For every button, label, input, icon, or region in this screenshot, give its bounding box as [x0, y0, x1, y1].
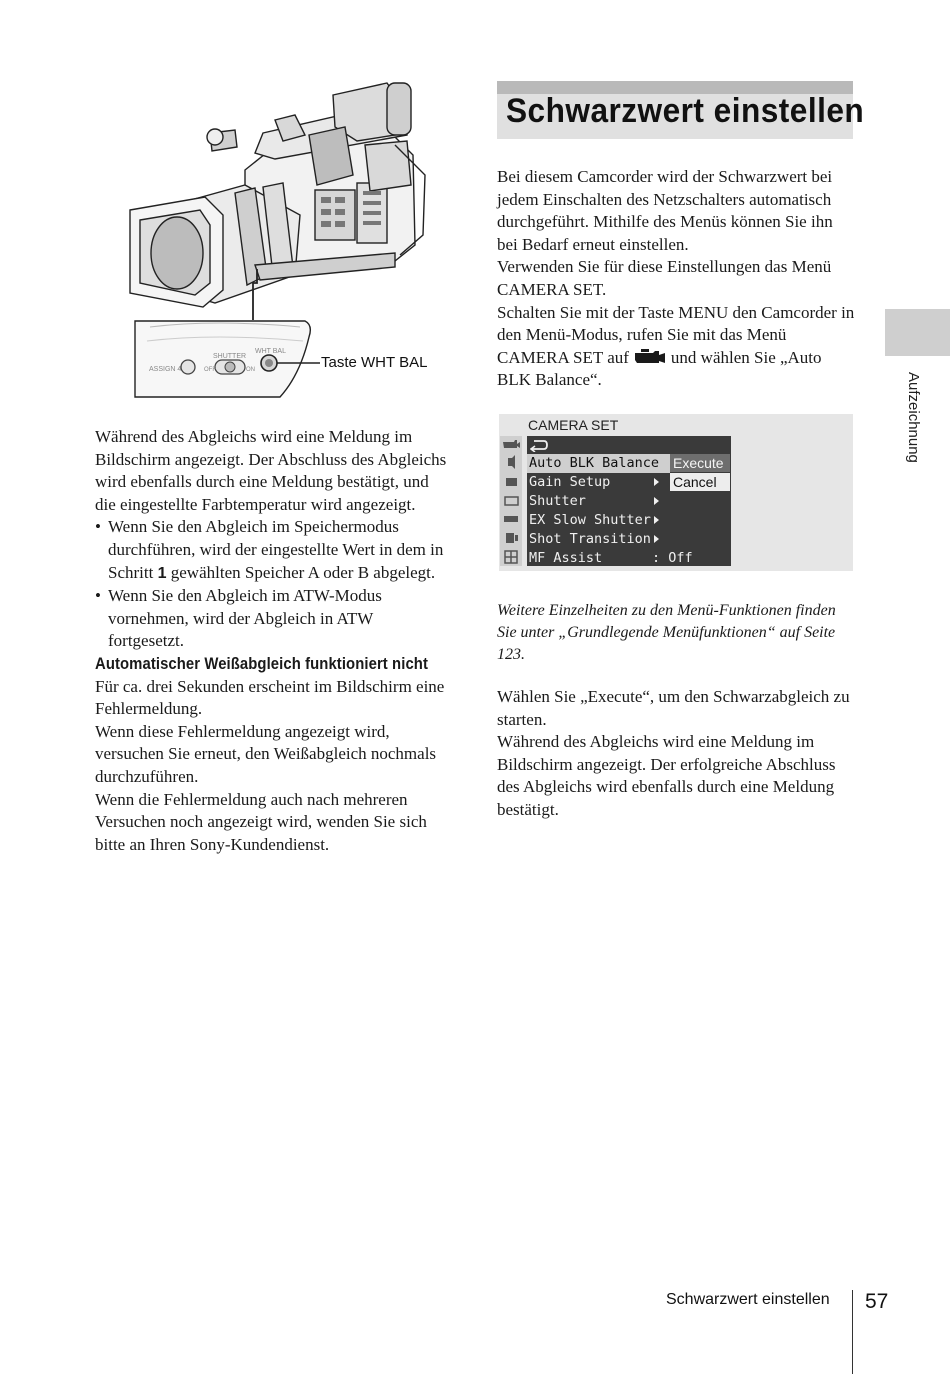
bullet1-text-a: Wenn Sie den Abgleich im Speichermodus durchführen, wird der eingestellte Wert in dem in Schritt [108, 517, 444, 582]
menu-item-auto-blk-balance[interactable]: Auto BLK Balance [527, 454, 670, 473]
chapter-label: Aufzeichnung [905, 372, 922, 463]
menu-category-icons [500, 436, 522, 566]
right-para-4: Wählen Sie „Execute“, um den Schwarzabgleich zu starten. [497, 687, 850, 729]
camera-set-icon [633, 348, 667, 366]
callout-wht-bal: Taste WHT BAL [321, 354, 428, 371]
tc-icon [504, 516, 518, 522]
footer-divider [852, 1290, 853, 1374]
panel-label-assign: ASSIGN 4 [149, 366, 182, 373]
right-para-5: Während des Abgleichs wird eine Meldung im Bildschirm angezeigt. Der erfolgreiche Abschluss des Abgleichs wird ebenfalls durch eine Meldung bestätigt. [497, 732, 836, 819]
page-number: 57 [865, 1290, 889, 1313]
option-execute[interactable]: Execute [670, 454, 730, 472]
bullet1-text-b: gewählten Speicher A oder B abgelegt. [166, 562, 436, 582]
submenu-arrow-icon [654, 497, 659, 505]
camcorder-illustration [95, 75, 455, 415]
submenu-arrow-icon [654, 478, 659, 486]
menu-value-mf-assist: : Off [652, 550, 693, 566]
bullet-speichermodus [95, 516, 453, 585]
menu-item-ex-slow-shutter[interactable]: EX Slow Shutter [529, 512, 651, 528]
menu-item-gain-setup[interactable]: Gain Setup [529, 474, 611, 490]
right-para-3a: Schalten Sie mit der Taste MENU den Camcorder in den Menü-Modus, rufen Sie mit das Menü CAMERA SET auf [497, 302, 855, 367]
right-para-3 [497, 302, 855, 392]
left-intro: Während des Abgleichs wird eine Meldung im Bildschirm angezeigt. Der Abschluss des Abgleichs wird ebenfalls durch eine Meldung bestätigt, und die eingestellte Farbtemperatur wird angezeigt. [95, 427, 447, 514]
subheading-weissabgleich: Automatischer Weißabgleich funktioniert nicht [95, 654, 428, 673]
section-title: Schwarzwert einstellen [506, 92, 865, 130]
left-para-1: Für ca. drei Sekunden erscheint im Bildschirm eine Fehlermeldung. [95, 676, 445, 719]
right-column [497, 166, 855, 392]
panel-label-wht-bal: WHT BAL [255, 348, 286, 355]
right-column-lower [497, 686, 855, 822]
reference-note: Weitere Einzelheiten zu den Menü-Funktionen finden Sie unter „Grundlegende Menüfunktionen“ auf Seite 123. [497, 602, 836, 663]
panel-label-off: OFF [204, 367, 216, 373]
left-para-3: Wenn die Fehlermeldung auch nach mehreren Versuchen noch angezeigt wird, wenden Sie sich bitte an Ihren Sony-Kundendienst. [95, 789, 427, 854]
video-icon [506, 478, 517, 486]
right-para-2: Verwenden Sie für diese Einstellungen das Menü CAMERA SET. [497, 257, 832, 299]
right-para-3b: und wählen Sie „Auto BLK Balance“. [497, 347, 822, 390]
menu-title: CAMERA SET [528, 417, 619, 433]
left-column [95, 426, 453, 856]
option-cancel[interactable]: Cancel [670, 473, 730, 491]
footer-section-title: Schwarzwert einstellen [666, 1291, 830, 1308]
chapter-tab [885, 309, 950, 356]
menu-item-mf-assist[interactable]: MF Assist [529, 550, 603, 566]
right-para-1: Bei diesem Camcorder wird der Schwarzwert bei jedem Einschalten des Netzschalters automatisch durchgeführt. Mithilfe des Menüs können Sie ihn bei Bedarf erneut einstellen. [497, 167, 833, 254]
step-number: 1 [157, 564, 167, 582]
panel-label-on: ON [246, 367, 255, 373]
return-icon[interactable] [530, 438, 548, 452]
submenu-arrow-icon [654, 516, 659, 524]
menu-item-shutter[interactable]: Shutter [529, 493, 586, 509]
panel-label-shutter: SHUTTER [213, 353, 247, 360]
menu-item-shot-transition[interactable]: Shot Transition [529, 531, 651, 547]
submenu-arrow-icon [654, 535, 659, 543]
left-para-2: Wenn diese Fehlermeldung angezeigt wird, versuchen Sie erneut, den Weißabgleich nochmals durchzuführen. [95, 721, 437, 786]
bullet-atw-modus: • Wenn Sie den Abgleich im ATW-Modus vornehmen, wird der Abgleich in ATW fortgesetzt. [95, 585, 453, 653]
